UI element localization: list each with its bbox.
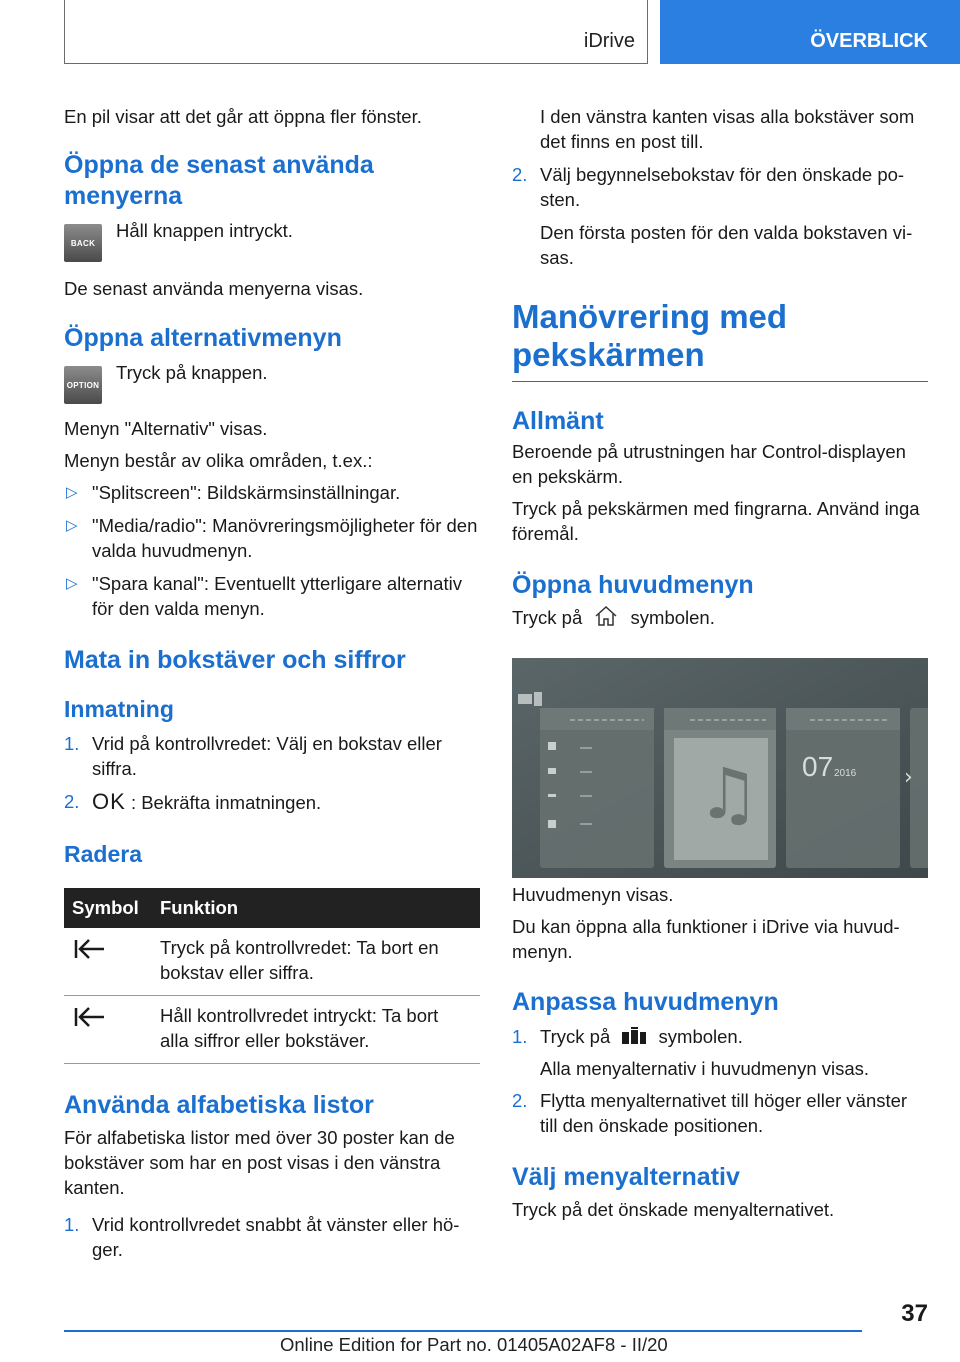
recent-result: De senast använda menyerna visas. [64,278,364,299]
alpha-continued: I den vänstra kanten visas alla bokstäver som det finns en post till. [540,106,915,152]
list-item: ▷ "Media/radio": Manövreringsmöjligheter för den valda huvudmenyn. [66,515,478,561]
triangle-bullet-icon: ▷ [66,575,78,592]
options-bullet-list [64,480,480,621]
idrive-screen-photo [512,658,928,878]
list-item: 1. Vrid kontrollvredet snabbt åt vänster eller hö-ger. [64,1214,460,1260]
list-item: 2. OK : Bekräfta inmatningen. [64,789,322,814]
heading-radera: Radera [64,841,142,867]
option-key-icon: OPTION [64,366,102,404]
screen-date-day: 07 [802,751,834,782]
heading-alphabetic-lists: Använda alfabetiska listor [64,1091,374,1119]
alpha-text: För alfabetiska listor med över 30 poster kan de bokstäver som har en post visas i den vänstra kanten. [64,1127,455,1198]
table-cell-function: Håll kontrollvredet intryckt: Ta bort alla siffror eller bokstäver. [152,996,480,1064]
menu-cards-icon [621,1027,647,1045]
intro-text: En pil visar att det går att öppna fler fönster. [64,106,422,127]
heading-options-menu: Öppna alternativmenyn [64,324,342,352]
list-item: 1. Vrid på kontrollvredet: Välj en bokstav eller siffra. [64,733,442,779]
heading-input: Mata in bokstäver och siffror [64,646,406,674]
table-row [64,928,480,996]
backspace-arrow-icon [72,1006,106,1028]
backspace-arrow-icon [72,938,106,960]
heading-open-main-menu: Öppna huvudmenyn [512,571,754,599]
page-number: 37 [901,1300,928,1327]
general-text-1: Beroende på utrustningen har Control-displayen en pekskärm. [512,441,906,487]
general-text-2: Tryck på pekskärmen med fingrarna. Använd inga föremål. [512,498,920,544]
list-item: 2. Flytta menyalternativet till höger eller vänster till den önskade positionen. [512,1090,908,1136]
table-cell-symbol [64,928,152,996]
table-cell-symbol [64,996,152,1064]
heading-customize-main-menu: Anpassa huvudmenyn [512,988,779,1016]
main-menu-instruction: Tryck på symbolen. [512,607,715,628]
svg-text:♫: ♫ [697,753,760,835]
main-menu-all-functions: Du kan öppna alla funktioner i iDrive via huvud-menyn. [512,916,900,962]
left-column [64,100,480,1262]
header-tab: ÖVERBLICK [660,0,960,64]
main-menu-screenshot-image [512,658,928,878]
heading-divider [512,381,928,382]
footer-divider [64,1330,862,1332]
heading-recent-menus: Öppna de senast använda menyerna [64,151,374,210]
customize-steps [512,1024,928,1138]
option-instruction: Tryck på knappen. [116,362,268,383]
header-box [64,0,648,64]
table-cell-function: Tryck på kontrollvredet: Ta bort en bokstav eller siffra. [152,928,480,996]
table-header-function: Funktion [152,888,480,928]
select-text: Tryck på det önskade menyalternativet. [512,1199,835,1220]
triangle-bullet-icon: ▷ [66,484,78,501]
footer-edition: Online Edition for Part no. 01405A02AF8 - II/20 [280,1334,668,1355]
triangle-bullet-icon: ▷ [66,517,78,534]
back-instruction: Håll knappen intryckt. [116,220,293,241]
heading-inmatning: Inmatning [64,696,174,722]
table-header-symbol: Symbol [64,888,152,928]
options-parts: Menyn består av olika områden, t.ex.: [64,450,373,471]
alpha-step2-result: Den första posten för den valda bokstaven vi-sas. [540,222,913,268]
back-key-icon: BACK [64,224,102,262]
header-section: iDrive [583,30,635,52]
delete-table [64,888,480,1064]
list-item: ▷ "Spara kanal": Eventuellt ytterligare alternativ för den valda menyn. [66,573,462,619]
heading-select-menu-item: Välj menyalternativ [512,1163,740,1191]
customize-step1-result: Alla menyalternativ i huvudmenyn visas. [540,1058,870,1079]
right-column [512,100,928,1222]
options-result: Menyn "Alternativ" visas. [64,418,268,439]
list-item: 1. Tryck på symbolen. [512,1026,743,1047]
option-row [64,362,480,406]
table-row [64,996,480,1064]
main-menu-result: Huvudmenyn visas. [512,884,674,905]
home-icon [593,605,619,627]
screen-date-year: 2016 [834,768,857,779]
back-row [64,220,480,264]
input-steps [64,731,480,815]
svg-text:›: › [904,765,913,790]
list-item: 2. Välj begynnelsebokstav för den önskade po-sten. [512,164,905,210]
ok-icon: OK [92,789,126,814]
heading-general: Allmänt [512,407,604,435]
list-item: ▷ "Splitscreen": Bildskärmsinställningar. [66,482,401,503]
heading-touchscreen: Manövrering med pekskärmen [512,298,788,373]
